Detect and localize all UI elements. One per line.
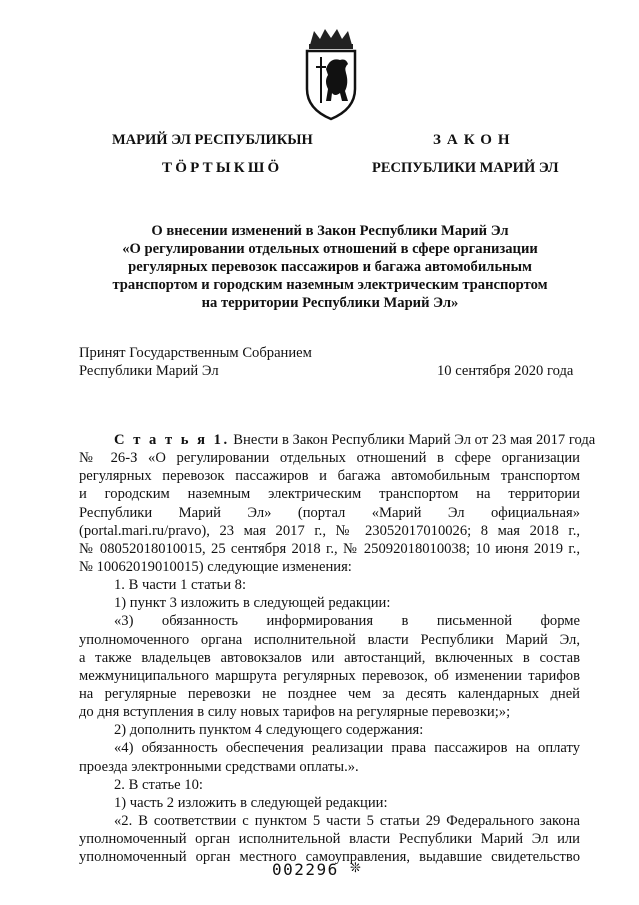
law-word-russian: ЗАКОН xyxy=(433,132,516,148)
article-body xyxy=(79,431,596,866)
republic-name-mari: МАРИЙ ЭЛ РЕСПУБЛИКЫН xyxy=(112,132,313,148)
body-line: «4) обязанность обеспечения реализации права пассажиров на оплату xyxy=(114,740,580,757)
item-1: 1. В части 1 статьи 8: xyxy=(114,577,247,594)
item-2: 2. В статье 10: xyxy=(114,776,203,793)
ornament-icon: ❊ xyxy=(350,861,361,876)
adoption-date: 10 сентября 2020 года xyxy=(437,363,574,379)
body-line: № 26-З «О регулировании отдельных отношений в сфере организации xyxy=(79,450,580,467)
article-label: С т а т ь я 1. xyxy=(114,432,230,448)
body-line: (portal.mari.ru/pravo), 23 мая 2017 г., № 23052017010026; 8 мая 2018 г., xyxy=(79,522,580,539)
article-first-line xyxy=(79,431,596,449)
body-line: проезда электронными средствами оплаты.». xyxy=(79,758,359,775)
body-line: а также владельцев автовокзалов или автостанций, включенных в состав xyxy=(79,649,580,666)
body-line: Республики Марий Эл» (портал «Марий Эл официальная» xyxy=(79,504,580,521)
title-line: «О регулировании отдельных отношений в сфере организации xyxy=(122,241,538,257)
registration-number: 002296 xyxy=(272,860,339,879)
adopted-by-line1: Принят Государственным Собранием xyxy=(79,345,312,361)
body-line: до дня вступления в силу новых тарифов на регулярные перевозки;»; xyxy=(79,704,511,721)
body-line: и городским наземным электрическим транспортом на территории xyxy=(79,486,580,503)
body-line: уполномоченный орган исполнительной власти Республики Марий Эл или xyxy=(79,831,580,848)
law-title xyxy=(60,222,600,312)
adopted-by-line2: Республики Марий Эл xyxy=(79,363,219,379)
body-line: № 10062019010015) следующие изменения: xyxy=(79,558,352,575)
item-1-1: 1) пункт 3 изложить в следующей редакции: xyxy=(114,595,391,612)
title-line: регулярных перевозок пассажиров и багажа автомобильным xyxy=(128,259,532,275)
title-line: О внесении изменений в Закон Республики Марий Эл xyxy=(151,223,509,239)
law-word-mari: ТӦРТЫКШӦ xyxy=(162,160,283,176)
article-first-text: Внести в Закон Республики Марий Эл от 23 мая 2017 года xyxy=(229,432,596,448)
body-line: «2. В соответствии с пунктом 5 части 5 статьи 29 Федерального закона xyxy=(114,812,580,829)
body-line: уполномоченный орган местного самоуправления, выдавшие свидетельство xyxy=(79,849,580,866)
coat-of-arms-emblem xyxy=(302,27,360,123)
republic-name-russian: РЕСПУБЛИКИ МАРИЙ ЭЛ xyxy=(372,160,559,176)
title-line: на территории Республики Марий Эл» xyxy=(201,295,459,311)
title-line: транспортом и городским наземным электрическим транспортом xyxy=(112,277,548,293)
body-line: № 08052018010015, 25 сентября 2018 г., № 25092018010038; 10 июня 2019 г., xyxy=(79,540,580,557)
body-line: регулярных перевозок пассажиров и багажа автомобильным транспортом xyxy=(79,468,580,485)
body-line: уполномоченного органа исполнительной власти Республики Марий Эл, xyxy=(79,631,580,648)
body-line: «3) обязанность информирования в письменной форме xyxy=(114,613,580,630)
item-1-2: 2) дополнить пунктом 4 следующего содержания: xyxy=(114,722,424,739)
body-line: межмуниципального маршрута регулярных перевозок, об изменении тарифов xyxy=(79,667,580,684)
item-2-1: 1) часть 2 изложить в следующей редакции: xyxy=(114,794,388,811)
body-line: на регулярные перевозки не позднее чем за десять календарных дней xyxy=(79,685,580,702)
